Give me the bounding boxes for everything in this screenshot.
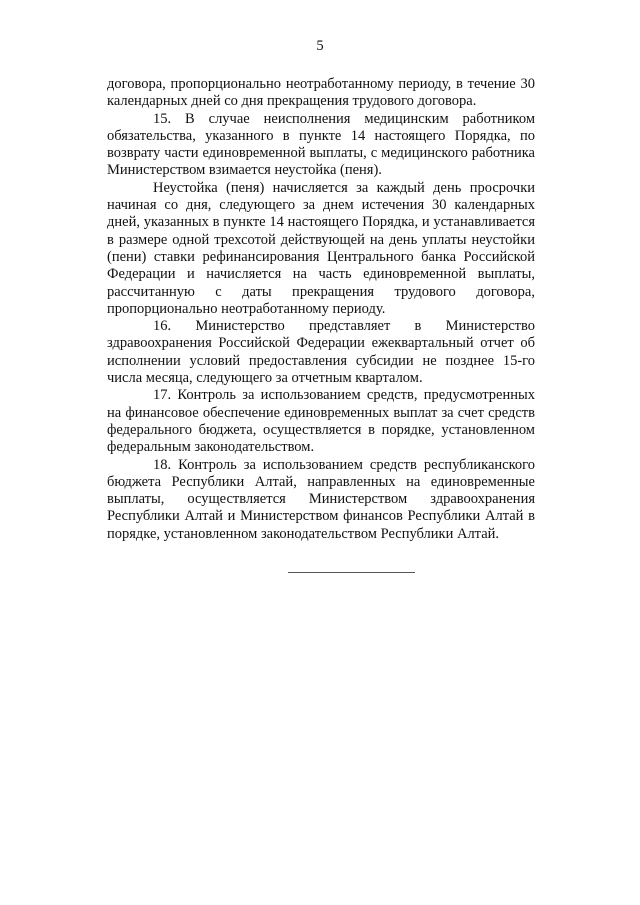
document-body — [107, 76, 535, 543]
end-of-document-divider — [288, 572, 415, 573]
paragraph-item-15: 15. В случае неисполнения медицинским работником обязательства, указанного в пункте 14 настоящего Порядка, по возврату части единовременной выплаты, с медицинского работника Министерством взимается неустойка (пеня). — [107, 110, 535, 179]
paragraph-continuation: договора, пропорционально неотработанному периоду, в течение 30 календарных дней со дня прекращения трудового договора. — [107, 76, 535, 110]
page-number: 5 — [316, 38, 324, 54]
paragraph-penalty: Неустойка (пеня) начисляется за каждый день просрочки начиная со дня, следующего за днем истечения 30 календарных дней, указанных в пункте 14 настоящего Порядка, и устанавливается в размере одной трехсотой действующей на день уплаты неустойки (пени) ставки рефинансирования Центрального банка Российской Федерации и начисляется на часть единовременной выплаты, рассчитанную с даты прекращения трудового договора, пропорционально неотработанному периоду. — [107, 179, 535, 317]
paragraph-item-16: 16. Министерство представляет в Министерство здравоохранения Российской Федерации ежеквартальный отчет об исполнении условий предоставления субсидии не позднее 15-го числа месяца, следующего за отчетным кварталом. — [107, 318, 535, 387]
paragraph-item-18: 18. Контроль за использованием средств республиканского бюджета Республики Алтай, направленных на единовременные выплаты, осуществляется Министерством здравоохранения Республики Алтай и Министерством финансов Республики Алтай в порядке, установленном законодательством Республики Алтай. — [107, 456, 535, 542]
paragraph-item-17: 17. Контроль за использованием средств, предусмотренных на финансовое обеспечение единовременных выплат за счет средств федерального бюджета, осуществляется в порядке, установленном федеральным законодательством. — [107, 387, 535, 456]
